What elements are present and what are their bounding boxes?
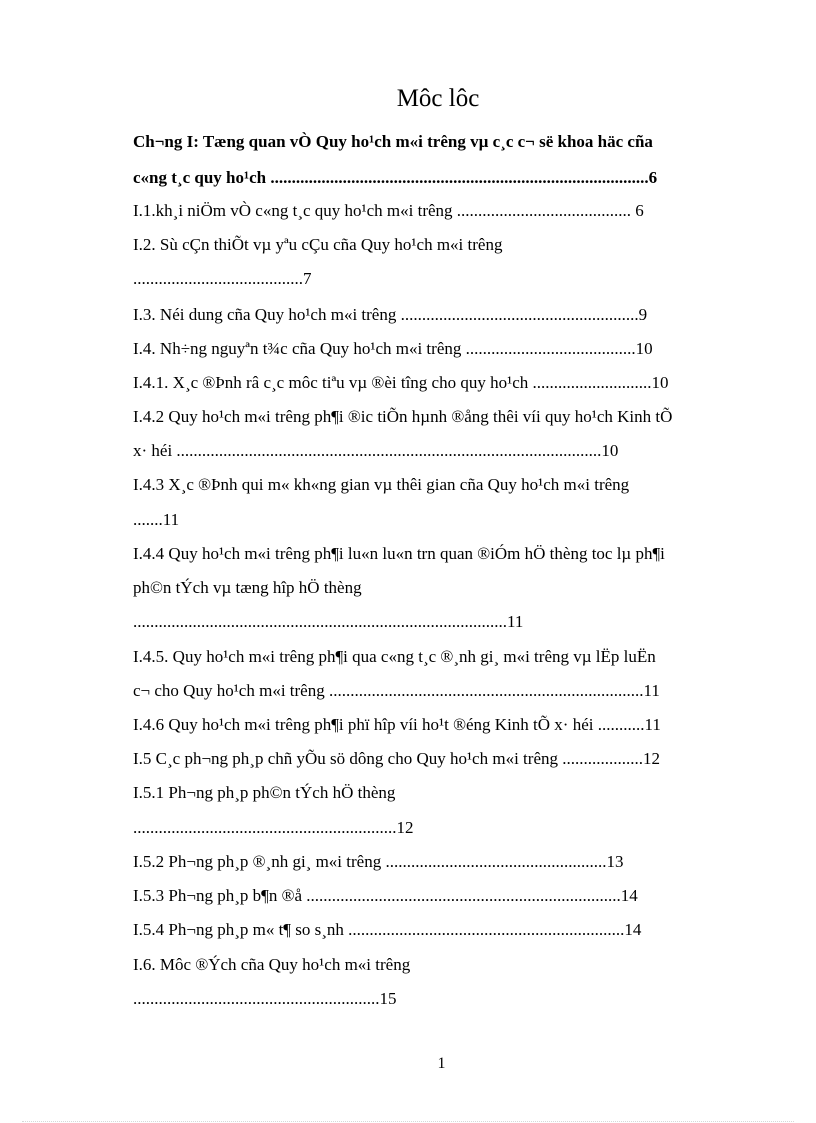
page-number: 1 xyxy=(437,1055,446,1072)
toc-entry: I.5.3 Ph¬ng ph¸p b¶n ®å ..........................................................................14 xyxy=(133,886,638,905)
toc-entry: x· héi ....................................................................................................10 xyxy=(133,441,619,460)
toc-entry: .......11 xyxy=(133,510,180,529)
toc-entry: I.4.3 X¸c ®Þnh qui m« kh«ng gian vµ thêi gian cña Quy ho¹ch m«i trêng xyxy=(133,475,630,494)
toc-entry: I.5.1 Ph¬ng ph¸p ph©n tÝch hÖ thèng xyxy=(133,783,396,802)
toc-chapter-heading-cont: c«ng t¸c quy ho¹ch .........................................................................................6 xyxy=(133,168,658,187)
toc-entry: I.5.4 Ph¬ng ph¸p m« t¶ so s¸nh .................................................................14 xyxy=(133,920,642,939)
toc-entry: I.1.kh¸i niÖm vÒ c«ng t¸c quy ho¹ch m«i trêng ......................................... 6 xyxy=(133,201,644,220)
toc-entry: I.4.2 Quy ho¹ch m«i trêng ph¶i ®ic tiÕn hµnh ®ång thêi víi quy ho¹ch Kinh tÕ xyxy=(133,407,673,426)
toc-entry: ..........................................................15 xyxy=(133,989,397,1008)
toc-entry: I.4. Nh÷ng nguyªn t¾c cña Quy ho¹ch m«i trêng ........................................10 xyxy=(133,339,653,358)
toc-entry: ........................................7 xyxy=(133,269,312,288)
toc-entry: c¬ cho Quy ho¹ch m«i trêng ..........................................................................11 xyxy=(133,681,660,700)
toc-entry: I.4.1. X¸c ®Þnh râ c¸c môc tiªu vµ ®èi tîng cho quy ho¹ch ............................10 xyxy=(133,373,669,392)
toc-entry: ..............................................................12 xyxy=(133,818,414,837)
toc-entry: I.5.2 Ph¬ng ph¸p ®¸nh gi¸ m«i trêng ....................................................13 xyxy=(133,852,624,871)
toc-entry: I.4.6 Quy ho¹ch m«i trêng ph¶i phï hîp víi ho¹t ®éng Kinh tÕ x· héi ...........11 xyxy=(133,715,661,734)
toc-entry: I.2. Sù cÇn thiÕt vµ yªu cÇu cña Quy ho¹ch m«i trêng xyxy=(133,235,503,254)
toc-entry: I.3. Néi dung cña Quy ho¹ch m«i trêng ........................................................9 xyxy=(133,305,648,324)
toc-entry: ph©n tÝch vµ tæng hîp hÖ thèng xyxy=(133,578,362,597)
toc-chapter-heading: Ch¬ng I: Tæng quan vÒ Quy ho¹ch m«i trêng vµ c¸c c¬ së khoa häc cña xyxy=(133,132,653,151)
page-title: Môc lôc xyxy=(396,85,480,112)
toc-entry: I.6. Môc ®Ých cña Quy ho¹ch m«i trêng xyxy=(133,955,411,974)
toc-entry: I.4.4 Quy ho¹ch m«i trêng ph¶i lu«n lu«n trn quan ®iÓm hÖ thèng toc lµ ph¶i xyxy=(133,544,665,563)
toc-entry: I.4.5. Quy ho¹ch m«i trêng ph¶i qua c«ng t¸c ®¸nh gi¸ m«i trêng vµ lËp luËn xyxy=(133,647,656,666)
page-bottom-rule xyxy=(22,1121,794,1122)
toc-entry: ........................................................................................11 xyxy=(133,612,524,631)
toc-entry: I.5 C¸c ph¬ng ph¸p chñ yÕu sö dông cho Quy ho¹ch m«i trêng ...................12 xyxy=(133,749,660,768)
